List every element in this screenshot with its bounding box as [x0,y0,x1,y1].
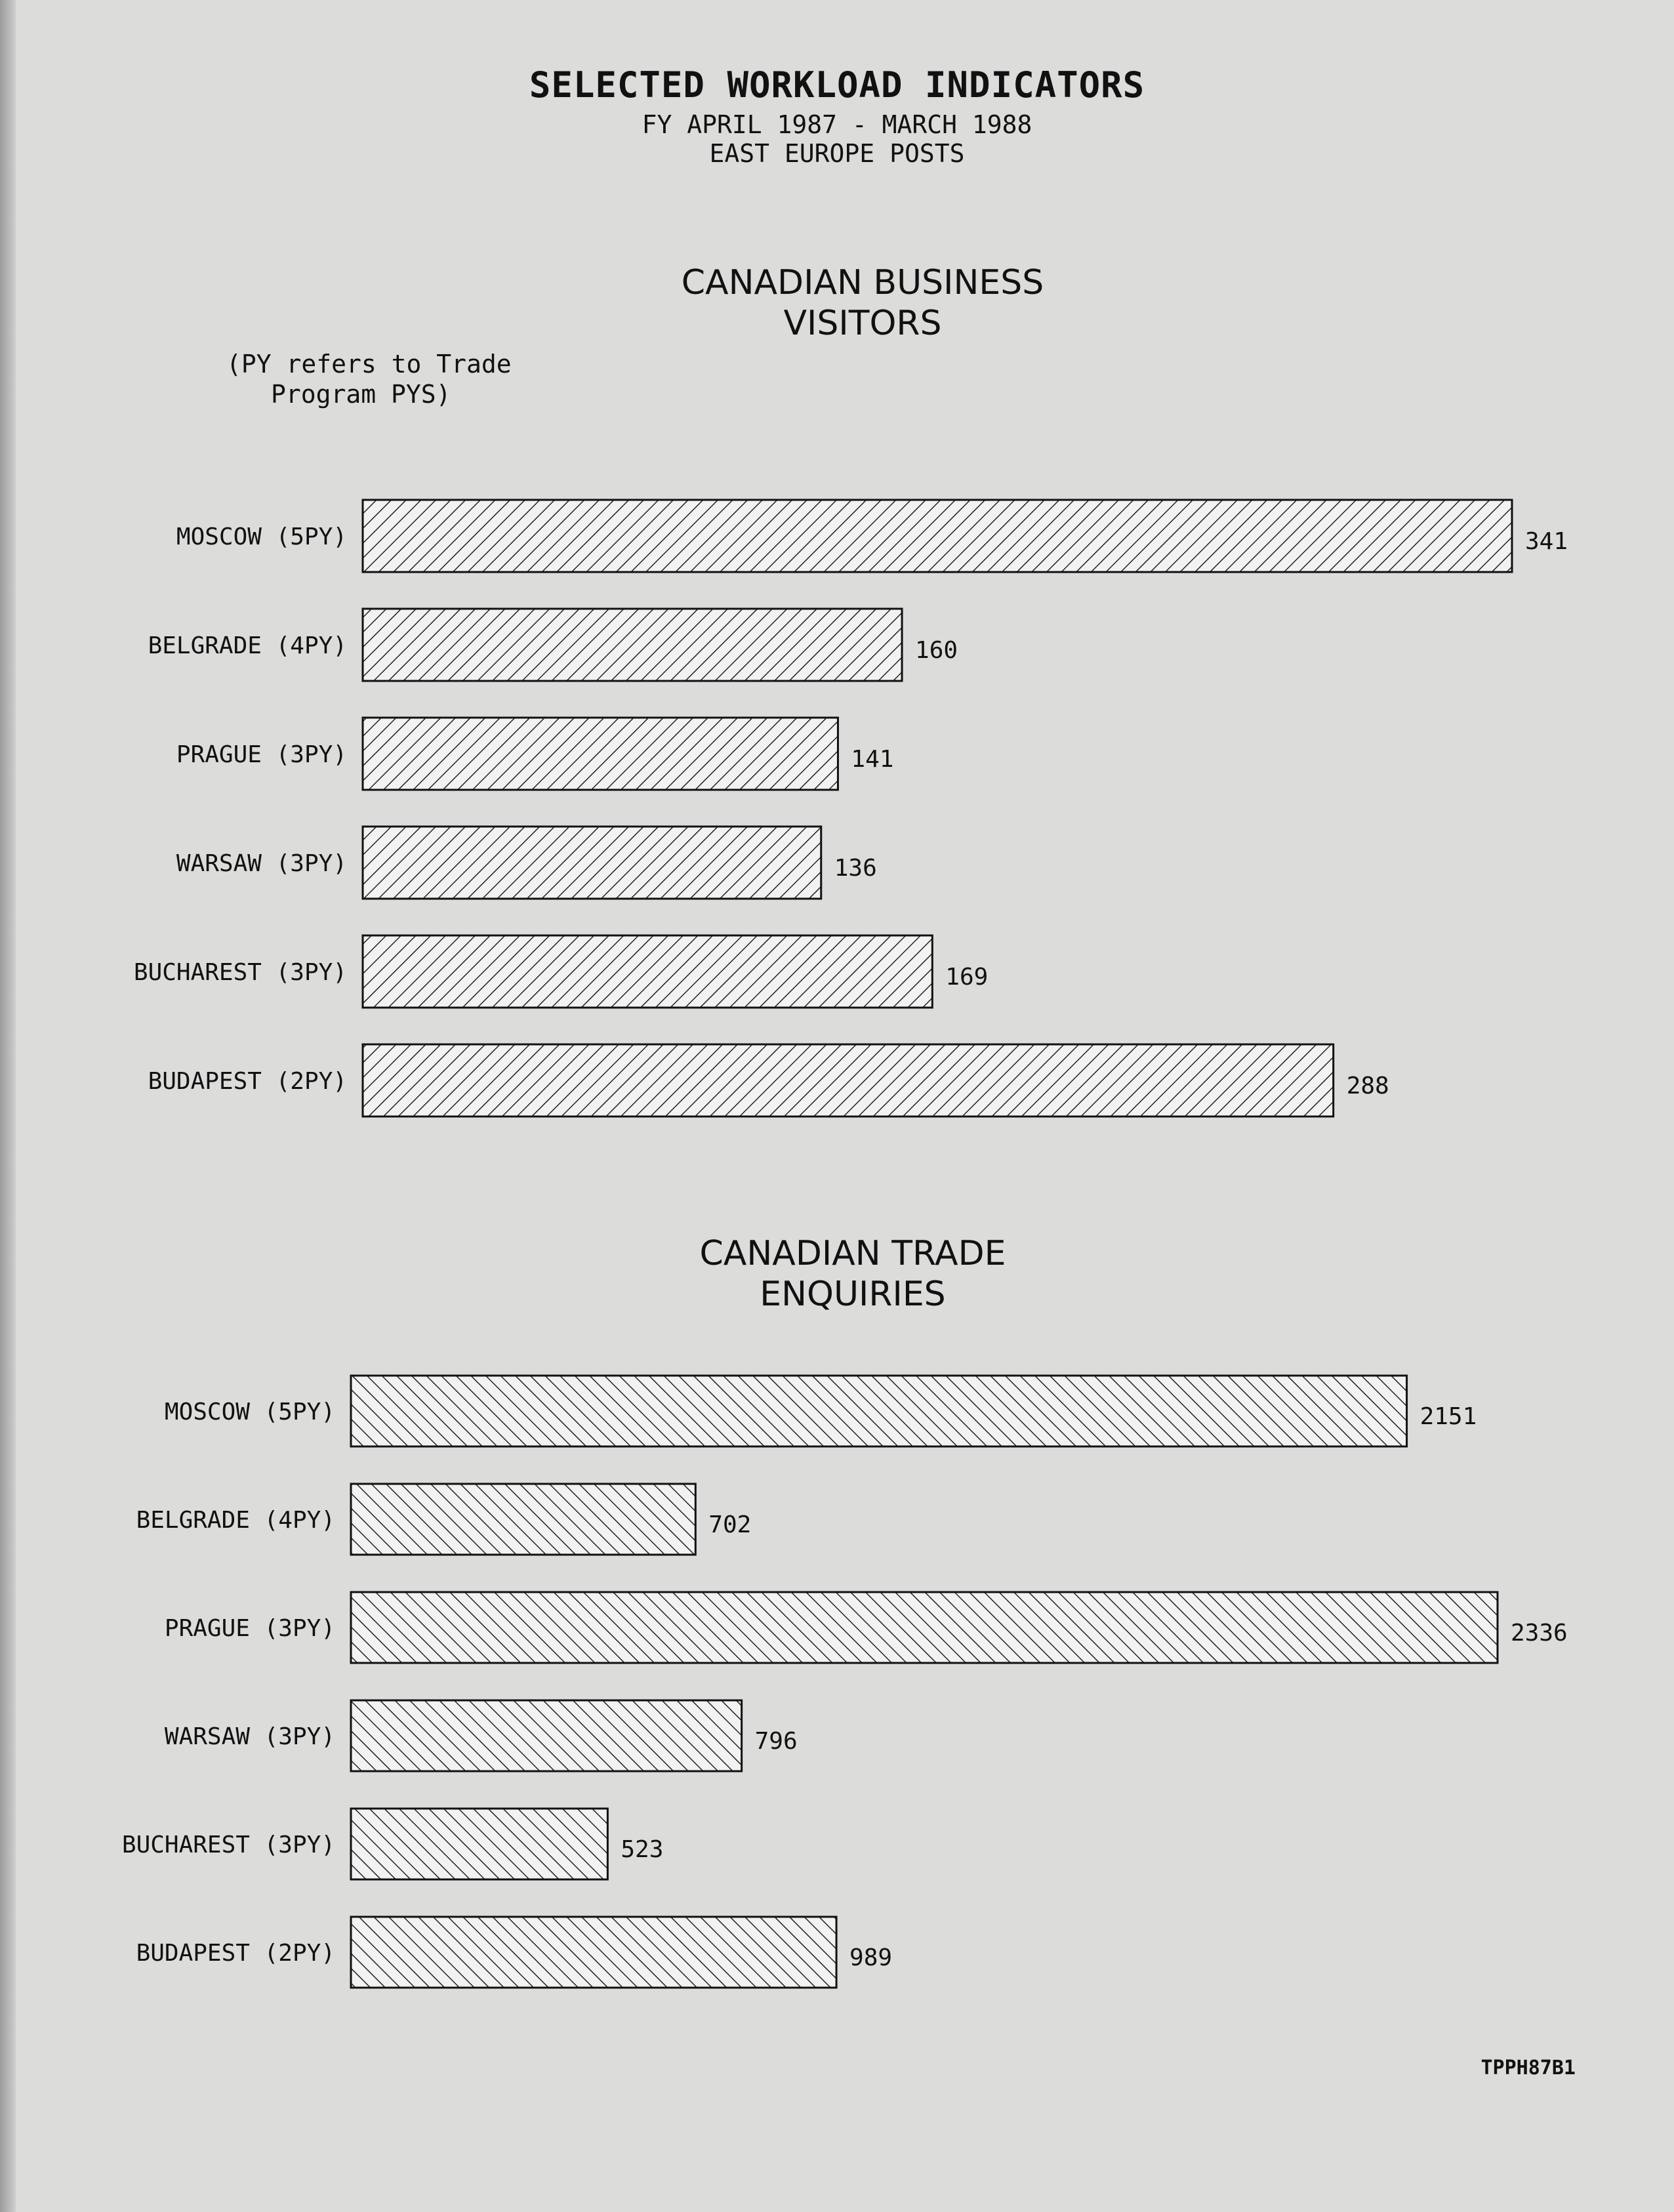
value-label: 141 [851,746,894,773]
trade-enquiries-chart [122,1376,1568,1988]
category-label: BELGRADE (4PY) [136,1507,335,1534]
bar [363,1044,1334,1116]
region-subtitle: EAST EUROPE POSTS [709,139,965,168]
chart2-title-line2: ENQUIRIES [760,1275,946,1314]
value-label: 796 [754,1728,798,1755]
bar [363,500,1512,572]
category-label: PRAGUE (3PY) [164,1615,335,1642]
bar [363,718,838,790]
value-label: 2336 [1511,1620,1568,1647]
bar [351,1376,1407,1446]
category-label: WARSAW (3PY) [164,1723,335,1750]
bar [351,1592,1498,1663]
value-label: 136 [834,855,877,882]
value-label: 288 [1346,1073,1389,1099]
chart2-title-line1: CANADIAN TRADE [699,1234,1006,1273]
value-label: 989 [849,1944,893,1971]
bar [363,935,932,1008]
bar [363,609,902,681]
value-label: 160 [915,637,958,664]
py-note-line1: (PY refers to Trade [226,350,512,379]
value-label: 702 [708,1511,752,1538]
document-code: TPPH87B1 [1480,2057,1576,2079]
bar [351,1917,836,1988]
category-label: WARSAW (3PY) [176,850,347,877]
period-subtitle: FY APRIL 1987 - MARCH 1988 [642,110,1032,139]
category-label: BUCHAREST (3PY) [121,1832,335,1858]
category-label: MOSCOW (5PY) [164,1399,335,1425]
business-visitors-chart [134,500,1568,1116]
chart1-title-line1: CANADIAN BUSINESS [681,263,1044,302]
category-label: BUDAPEST (2PY) [136,1940,335,1967]
category-label: BELGRADE (4PY) [148,632,347,659]
category-label: BUDAPEST (2PY) [148,1068,347,1095]
value-label: 169 [945,964,989,991]
bar [351,1484,695,1555]
value-label: 2151 [1419,1403,1477,1430]
bar [351,1809,607,1879]
category-label: PRAGUE (3PY) [176,741,347,768]
category-label: BUCHAREST (3PY) [133,959,347,986]
chart1-title-line2: VISITORS [783,304,942,343]
value-label: 341 [1525,528,1568,555]
bar [363,827,821,899]
category-label: MOSCOW (5PY) [176,523,347,550]
py-note-line2: Program PYS) [271,380,451,409]
value-label: 523 [621,1836,664,1863]
bar [351,1700,742,1771]
page-title: SELECTED WORKLOAD INDICATORS [529,64,1145,106]
